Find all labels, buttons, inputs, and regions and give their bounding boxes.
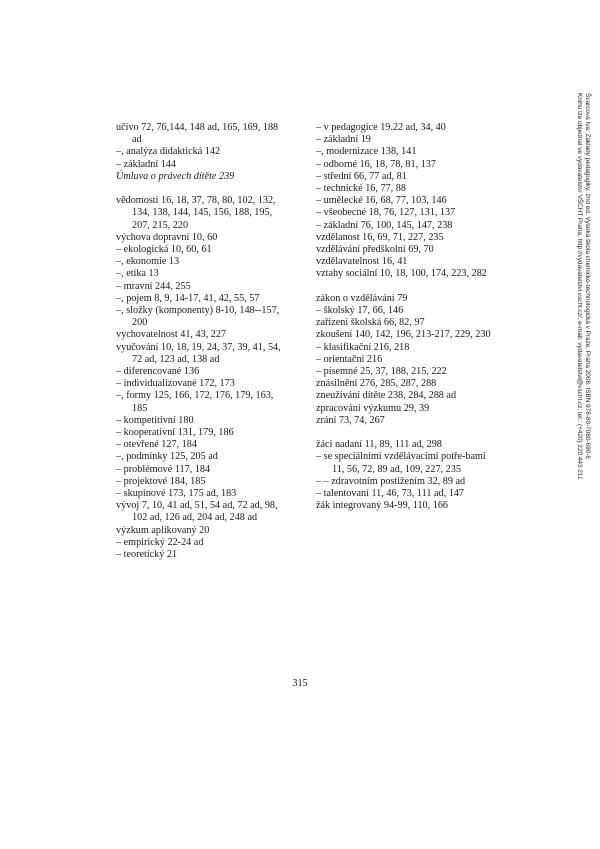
side-note-line-2: Knihu lze objednat ve vydavatelství VŠCHT Praha, http://vydavatelstvi.vscht.cz/, e-mail: vydavatelstvi@vscht.cz, tel.: (+420) 220 443 211 [576,93,583,480]
index-entry: zákon o vzdělávání 79 [316,292,408,304]
index-entry: zrání 73, 74, 267 [316,414,385,426]
index-entry: –, podmínky 125, 205 ad [116,451,218,463]
index-entry: – písemné 25, 37, 188, 215, 222 [316,366,447,378]
index-entry: vzdělavatelnost 16, 41 [316,256,408,268]
index-entry: – projektové 184, 185 [116,475,206,487]
index-entry: výzkum aplikovaný 20 [116,524,210,536]
index-entry: – v pedagogice 19.22 ad, 34, 40 [316,122,446,133]
index-entry: – školský 17, 66, 146 [316,305,404,317]
index-entry: žáci nadaní 11, 89, 111 ad, 298 [316,439,442,451]
index-entry: – kompetitivní 180 [116,414,194,426]
index-entry: zpracování výzkumu 29, 39 [316,402,430,414]
index-entry: zařízení školská 66, 82, 97 [316,317,425,329]
index-entry: – teoretický 21 [116,549,178,561]
entry-gap [316,281,496,293]
index-entry: vychovatelnost 41, 43, 227 [116,329,227,341]
index-column-left [116,122,286,561]
index-column-right [316,122,496,512]
index-entry: – mravní 244, 255 [116,280,191,292]
index-entry: – základní 19 [316,134,371,146]
index-entry: – talentovaní 11, 46, 73, 111 ad, 147 [316,488,464,500]
index-entry: – kooperativní 131, 179, 186 [116,427,234,439]
index-entry: – individualizované 172, 173 [116,378,235,390]
index-entry: vědomosti 16, 18, 37, 78, 80, 102, 132, 134, 138, 144, 145, 156, 188, 195, 207, 215, 220 [116,195,276,231]
index-entry: učivo 72, 76,144, 148 ad, 165, 169, 188 ad [116,122,279,146]
page-number: 315 [292,678,308,689]
index-entry: – – zdravotním postižením 32, 89 ad [316,475,466,487]
index-entry: znásilnění 276, 285, 287, 288 [316,378,437,390]
index-entry: –, složky (komponenty) 8-10, 148--157, 200 [116,305,280,329]
index-entry: – ekologická 10, 60, 61 [116,244,212,256]
index-entry: – se speciálními vzdělávacími potře-bami 11, 56, 72, 89 ad, 109, 227, 235 [316,451,486,475]
index-entry: – diferencované 136 [116,366,200,378]
index-entry: – klasifikační 216, 218 [316,341,410,353]
index-entry: – technické 16, 77, 88 [316,183,406,195]
side-note [577,93,591,613]
entry-gap [316,427,496,439]
index-entry: žák integrovaný 94-99, 110, 166 [316,500,449,512]
side-note-line-1: Švarcová Iva: Základy pedagogiky, 2nd ed. Vysoká škola chemicko-technologická v Praze, Praha 2008. ISBN 978-80-7080-690-6 [584,93,591,459]
index-entry: – základní 76, 100, 145, 147, 238 [316,219,453,231]
index-entry: – problémové 117, 184 [116,463,211,475]
index-entry: vzdělanost 16, 69, 71, 227, 235 [316,231,444,243]
index-entry: vývoj 7, 10, 41 ad, 51, 54 ad, 72 ad, 98, 102 ad, 126 ad, 204 ad, 248 ad [116,500,278,524]
index-entry: –, ekonomie 13 [116,256,180,268]
index-entry: vzdělávání předškolní 69, 70 [316,244,434,256]
index-entry: –, formy 125, 166, 172, 176, 179, 163, 185 [116,390,274,414]
index-entry: – střední 66, 77 ad, 81 [316,170,407,182]
index-entry: – odborné 16, 18, 78, 81, 137 [316,158,436,170]
index-entry: –, pojem 8, 9, 14-17, 41, 42, 55, 57 [116,292,260,304]
index-entry: výchova dopravní 10, 60 [116,231,218,243]
index-entry: –, modernizace 138, 141 [316,146,417,158]
index-entry: –, analýza didaktická 142 [116,146,221,158]
index-entry: – otevřené 127, 184 [116,439,197,451]
index-entry: vztahy sociální 10, 18, 100, 174, 223, 282 [316,268,487,280]
index-entry: –, etika 13 [116,268,159,280]
index-entry: – základní 144 [116,158,176,170]
index-entry: – všeobecné 18, 76, 127, 131, 137 [316,207,456,219]
index-entry: – umělecké 16, 68, 77, 103, 146 [316,195,447,207]
index-entry: – orientační 216 [316,353,383,365]
index-entry: – empirický 22-24 ad [116,536,204,548]
index-entry: zkoušení 140, 142, 196, 213-217, 229, 230 [316,329,491,341]
entry-gap [116,183,286,195]
index-entry: zneužívání dítěte 238, 284, 288 ad [316,390,457,402]
index-entry: – skupinové 173, 175 ad, 183 [116,488,237,500]
index-entry: Úmluva o právech dítěte 239 [116,170,235,182]
index-entry: vyučování 10, 18, 19, 24, 37, 39, 41, 54, 72 ad, 123 ad, 138 ad [116,341,281,365]
